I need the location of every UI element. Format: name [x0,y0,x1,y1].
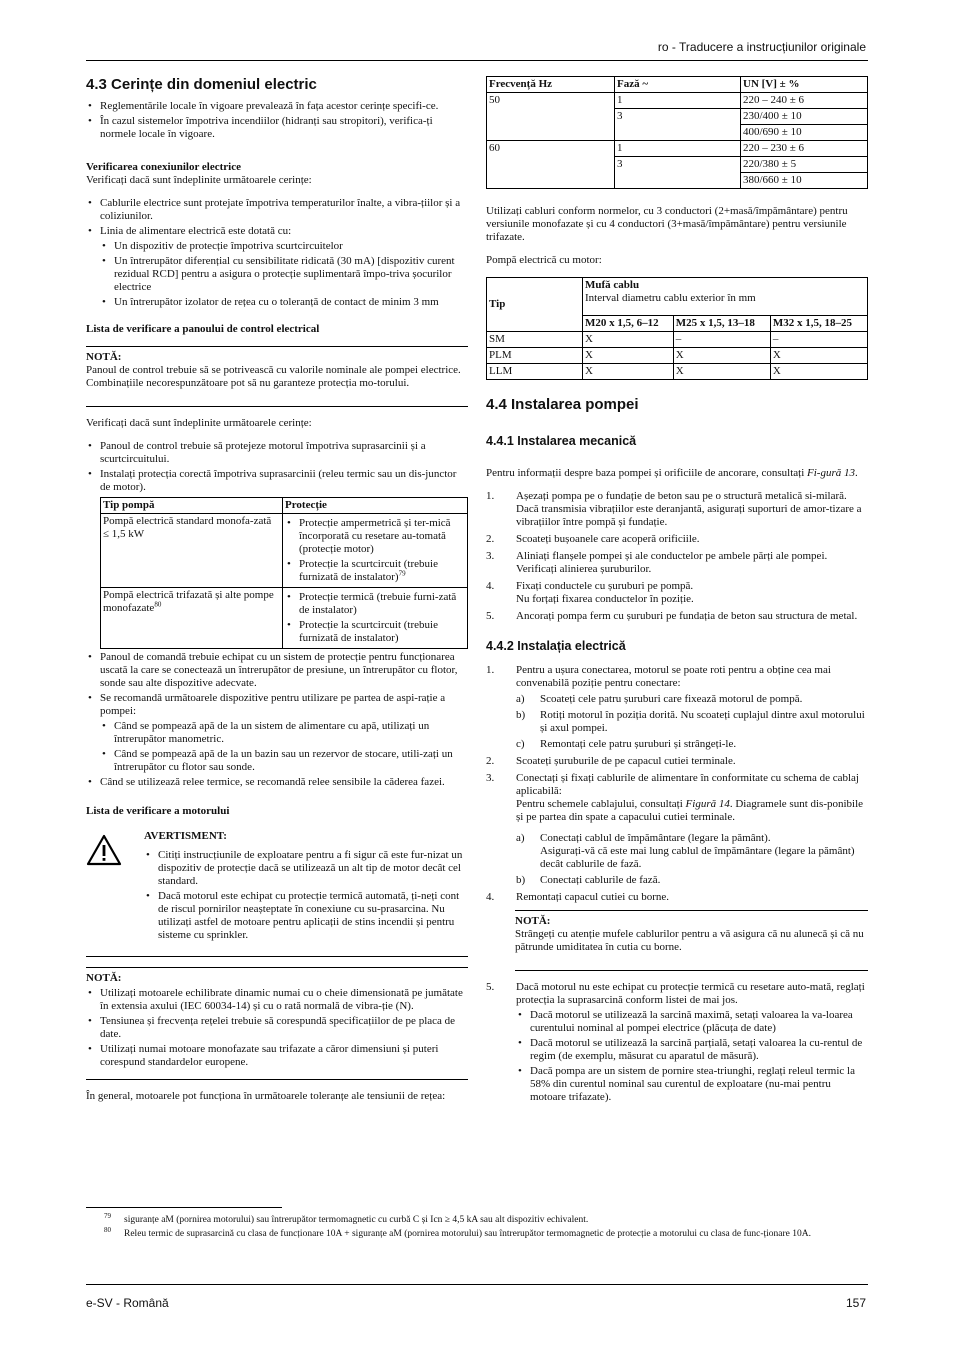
warning-list [144,849,468,942]
list-item [86,225,468,309]
table-cell: 220/380 ± 5 [741,157,868,173]
list-item-text: Instalați protecția corectă împotriva suprasarcinii (releu termic sau un dis-junctor de motor). [100,468,457,493]
sub-list [100,240,468,309]
sub-steps [516,693,868,751]
pump-motor-label: Pompă electrică cu motor: [486,254,602,266]
sub-text: Remontați cele patru șuruburi și strângeți-le. [540,738,737,750]
mech-intro-text: Pentru informații despre baza pompei și orificiile de ancorare, consultați [486,467,808,479]
footnote-80 [104,1228,868,1240]
sub-text: Scoateți cele patru șuruburi care fixează motorul de pompă. [540,693,803,705]
table-cell [283,514,468,588]
warning-box [86,828,468,957]
step-text-2: Nu forțați fixarea conductelor în poziție. [516,593,694,605]
list-item: • Citiți instrucțiunile de exploatare pentru a fi sigur că este fur-nizat un dispozitiv de protecție dacă se utilizează un alt tip de motor decât cel standard. [144,849,468,888]
step-number: 2. [486,533,495,545]
list-item: • Când se pompează apă de la un sistem de alimentare cu apă, utilizați un întrerupător manometric. [100,720,468,746]
footer-doc: e-SV - Română [86,1296,169,1310]
list-item: • Protecție ampermetrică și ter-mică încorporată cu resetare au-tomată (protecție motor) [285,517,465,556]
list-item [486,610,868,623]
list-item: • Când se pompează apă de la un bazin sau un rezervor de stocare, utili-zați un întrerupător cu flotor sau sonde. [100,748,468,774]
table-row [487,348,868,364]
table-header: M32 x 1,5, 18–25 [770,316,867,332]
gland-title: Mufă cablu [585,279,640,291]
table-header: M25 x 1,5, 13–18 [673,316,770,332]
gland-subtitle: Interval diametru cablu exterior în mm [585,292,756,304]
list-item [86,692,468,774]
note-panel [86,346,468,407]
note-list [86,987,468,1069]
list-item: 4. Remontați capacul cutiei cu borne. [486,891,868,904]
table-cell: – [770,332,867,348]
table-row [487,364,868,380]
step-text: Ancorați pompa ferm cu șuruburi pe fundația de beton sau structura de metal. [516,610,858,622]
intro-list [86,100,468,141]
table-cell: 60 [487,141,615,189]
table-cell: X [583,348,674,364]
list-item: • Utilizați motoarele echilibrate dinamic numai cu o cheie dimensionată pe jumătate în extensia axului (IEC 60034-14) și cu o rată normală de vibra-ție (N). [86,987,468,1013]
note-text: Strângeți cu atenție mufele cablurilor pentru a vă asigura că nu alunecă și că nu pătrunde umiditatea în cutia cu borne. [515,928,864,953]
list-item: • Dacă motorul se utilizează la sarcină parțială, setați valoarea la cu-rentul de regim (de exemplu, măsurat cu aparatul de măsură). [516,1037,868,1063]
step-number: 4. [486,580,495,592]
footnote-number: 80 [104,1226,111,1234]
list-item: • Reglementările locale în vigoare prevalează în fața acestor cerințe specifi-ce. [86,100,468,113]
list-item: 5. Dacă motorul nu este echipat cu protecție termică cu resetare auto-mată, reglați protecția la suprasarcină conform listei de mai jos. • Dacă motorul se utilizează la sarcină maximă, setați valoarea la va-loarea curentului nominal al pompei electrice (plăcuța de date) • Dacă motorul se utilizează la sarcină parțială, setați valoarea la cu-rentul de regim (de exemplu, măsurat cu aparatul de măsură). • Dacă pompa are un sistem de pornire stea-triunghi, reglați releul termic la 58% din curentul nominal sau curentul de exploatare (nu-mai pentru motoare trifazate). [486,981,868,1104]
step-text: Așezați pompa pe o fundație de beton sau pe o structură metalică si-milară. [516,490,847,502]
step-text: Pentru a ușura conectarea, motorul se poate roti pentru a obține cea mai convenabilă poziție pentru conectare: [516,664,831,689]
elec-steps [486,664,868,904]
table-cell: 400/690 ± 10 [741,125,868,141]
table-row [487,332,868,348]
right-column [486,76,868,1108]
figure-ref[interactable]: Fi-gură 13 [807,467,856,479]
conn-text: Verificați dacă sunt îndeplinite următoarele cerințe: [86,174,312,186]
step-number: 1. [486,490,495,502]
sub-text: Conectați cablurile de fază. [540,874,661,886]
table-header: M20 x 1,5, 6–12 [583,316,674,332]
table-header: Frecvență Hz [487,77,615,93]
list-item [516,693,868,706]
page-number: 157 [845,1296,866,1310]
list-item: • Un întrerupător diferențial cu sensibilitate ridicată (30 mA) [dispozitiv curent rezidual RCD] pentru a asigura o protecție suplimentară împo-triva șocurilor electrice [100,255,468,294]
cell-text: Pompă electrică trifazată și alte pompe monofazate [103,589,274,614]
list-item [285,558,465,584]
table-cell: 220 – 240 ± 6 [741,93,868,109]
list-item: • Dacă motorul se utilizează la sarcină maximă, setați valoarea la va-loarea curentului nominal al pompei electrice (plăcuța de date) [516,1009,868,1035]
figure-ref[interactable]: Figură 14 [685,798,730,810]
table-cell: X [583,332,674,348]
list-item: • Un dispozitiv de protecție împotriva scurtcircuitelor [100,240,468,253]
list-item: • Un întrerupător izolator de rețea cu o toleranță de contact de minim 3 mm [100,296,468,309]
list-item: • Cablurile electrice sunt protejate împotriva temperaturilor înalte, a vibra-țiilor și a coliziunilor. [86,197,468,223]
list-item: a) Conectați cablul de împământare (legare la pământ). Asigurați-vă că este mai lung cablul de împământare (legare la pământ) decât cablurile de fază. [516,832,868,871]
section-4-3-title: 4.3 Cerințe din domeniul electric [86,76,317,93]
warning-icon [86,828,144,956]
table-header: Tip pompă [101,498,283,514]
note-label: NOTĂ: [515,915,551,927]
table-cell: LLM [487,364,583,380]
list-item: • Protecție la scurtcircuit (trebuie furnizată de instalator) [285,619,465,645]
note-motor [86,967,468,1080]
sub-text: Conectați cablul de împământare (legare la pământ). [540,832,771,844]
ref-pre: Pentru schemele cablajului, consultați [516,798,686,810]
table-cell: – [673,332,770,348]
panel-text: Verificați dacă sunt îndeplinite următoarele cerințe: [86,417,312,429]
footnote-text: Releu termic de suprasarcină cu clasa de funcționare 10A + siguranțe aM (pornirea motorului) sau întrerupător termomagnetic de protecție a motorului cu clasa de func-ționare 10A. [124,1229,811,1239]
list-item: • Utilizați numai motoare monofazate sau trifazate a căror dimensiuni și puteri corespund standardelor europene. [86,1043,468,1069]
table-row [487,141,868,157]
table-cell: X [673,348,770,364]
panel-list [86,440,468,789]
section-4-4-1-title: 4.4.1 Instalarea mecanică [486,434,637,448]
step-text: Remontați capacul cutiei cu borne. [516,891,670,903]
table-row [101,588,468,649]
list-item: • Dacă motorul este echipat cu protecție termică automată, ți-neți cont de riscul pornirilor neașteptate în conexiune cu su-prasarcina. Nu utilizați astfel de motoare pentru aplicații de stins incendii și pentru sisteme cu sprinkler. [144,890,468,942]
sub-list [100,720,468,774]
footnote-ref: 80 [154,600,162,609]
step-text: Conectați și fixați cablurile de alimentare în conformitate cu schema de cablaj aplicabilă: [516,772,859,797]
table-cell: 1 [615,93,741,109]
table-cell: PLM [487,348,583,364]
frequency-table [486,76,868,189]
step-number: 5. [486,610,495,622]
list-item: • Dacă pompa are un sistem de pornire stea-triunghi, reglați releul termic la 58% din curentul nominal sau curentul de exploatare (nu-mai pentru motoare trifazate). [516,1065,868,1104]
step-text-2 [516,798,868,824]
list-item: • Când se utilizează relee termice, se recomandă relee sensibile la căderea fazei. [86,776,468,789]
sub-letter: c) [516,738,525,750]
motor-title: Lista de verificare a motorului [86,805,230,817]
list-item [486,550,868,576]
table-header: Fază ~ [615,77,741,93]
list-item [516,738,868,751]
list-item: b) Conectați cablurile de fază. [516,874,661,886]
footnote-rule [86,1207,282,1208]
list-item: 1. Pentru a ușura conectarea, motorul se poate roti pentru a obține cea mai convenabilă poziție pentru conectare: a) Scoateți cele patru șuruburi care fixează motorul de pompă. b) Rotiți motorul în poziția dorită. Nu scoateți cuplajul dintre axul motorului și axul pompei. c) Remontați cele patru șuruburi și strângeți-le. [486,664,868,751]
cable-text: Utilizați cabluri conform normelor, cu 3 conductori (2+masă/împământare) pentru versiunile monofazate și cu 4 conductori (3+masă/împământare) pentru versiunile trifazate. [486,205,848,243]
step-text: Scoateți bușoanele care acoperă orificiile. [516,533,700,545]
step-text: Dacă motorul nu este echipat cu protecție termică cu resetare auto-mată, reglați protecția la suprasarcină conform listei de mai jos. [516,981,865,1006]
conn-list [86,197,468,309]
step-number: 3. [486,550,495,562]
step-text-2: Verificați alinierea șuruburilor. [516,563,652,575]
warning-label: AVERTISMENT: [144,830,227,842]
note-label: NOTĂ: [86,972,122,984]
table-cell: SM [487,332,583,348]
table-cell: 50 [487,93,615,141]
list-item [486,490,868,529]
note-text: Panoul de control trebuie să se potrivească cu valorile nominale ale pompei electrice. Combinațiile necorespunzătoare pot să nu garanteze protecția mo-torului. [86,364,461,389]
table-cell: 3 [615,157,741,189]
list-item: 3. Conectați și fixați cablurile de alimentare în conformitate cu schema de cablaj aplicabilă: Pentru schemele cablajului, consultați Figură 14. Diagramele sunt dis-ponibile și pe partea din spate a capacului cutiei terminale. a) Conectați cablul de împământare (legare la pământ). Asigurați-vă că este mai lung cablul de împământare (legare la pământ) decât cablurile de fază. b) Conectați cablurile de fază. [486,772,868,887]
table-cell: Pompă electrică standard monofa-zată ≤ 1,5 kW [101,514,283,588]
footnote-text: siguranțe aM (pornirea motorului) sau întrerupător termomagnetic cu curbă C și Icn ≥ 4,5 kA sau alt dispozitiv echivalent. [124,1215,589,1225]
list-item: • Tensiunea și frecvența rețelei trebuie să corespundă specificațiilor de pe placa de date. [86,1015,468,1041]
panel-title: Lista de verificare a panoului de control electrical [86,323,320,335]
left-column [86,76,468,1107]
list-item: • Panoul de comandă trebuie echipat cu un sistem de protecție pentru funcționarea uscată la care se conectează un întrerupător de presiune, un întrerupător cu flotor, sonde sau alte dispozitive adecvate. [86,651,468,690]
footer-rule [86,1284,868,1285]
list-item-text: Se recomandă următoarele dispozitive pentru utilizare pe partea de aspi-rație a pompei: [100,692,446,717]
list-item: • Protecție termică (trebuie furni-zată de instalator) [285,591,465,617]
footnote-number: 79 [104,1212,111,1220]
sub-letter: a) [516,693,525,705]
table-row [487,93,868,109]
list-item [486,533,868,546]
mech-intro [486,467,868,480]
header-title: ro - Traducere a instrucțiunilor originale [657,40,866,54]
table-cell: 3 [615,109,741,141]
footnote-ref: 79 [398,569,406,578]
table-cell: 380/660 ± 10 [741,173,868,189]
step-text: Fixați conductele cu șuruburi pe pompă. [516,580,694,592]
table-cell: 220 – 230 ± 6 [741,141,868,157]
table-header: UN [V] ± % [741,77,868,93]
mech-intro-end: . [855,467,858,479]
table-cell: X [583,364,674,380]
sub-list [516,1009,868,1104]
table-cell: X [673,364,770,380]
table-header [583,278,868,316]
section-4-4-title: 4.4 Instalarea pompei [486,396,639,413]
list-item-text: Linia de alimentare electrică este dotată cu: [100,225,292,237]
step-text-2: Dacă transmisia vibrațiilor este deranjantă, asigurați suporturi de amor-tizare a vibrațiilor între pompă și fundație. [516,503,862,528]
list-item [516,709,868,735]
section-4-4-2-title: 4.4.2 Instalația electrică [486,639,626,653]
list-item [486,580,868,606]
table-cell [283,588,468,649]
ref-post: . Diagramele sunt dis-ponibile și pe partea din spate a capacului cutiei terminale. [516,798,864,823]
list-item: 2. Scoateți șuruburile de pe capacul cutiei terminale. [486,755,868,768]
sub-text-2: Asigurați-vă că este mai lung cablul de împământare (legare la pământ) decât cablurile de fază. [540,845,855,870]
sub-letter: b) [516,709,526,721]
note-label: NOTĂ: [86,351,122,363]
table-header: Protecție [283,498,468,514]
table-cell: 230/400 ± 10 [741,109,868,125]
tolerance-text: În general, motoarele pot funcționa în următoarele toleranțe ale tensiunii de rețea: [86,1090,446,1102]
note-cable [515,910,868,971]
table-cell: X [770,348,867,364]
list-item-text: Protecție la scurtcircuit (trebuie furnizată de instalator) [299,558,438,583]
sub-steps [516,832,868,887]
list-item: • Panoul de control trebuie să protejeze motorul împotriva suprasarcinii și a scurtcircuitului. [86,440,468,466]
mech-steps [486,490,868,623]
table-cell: 1 [615,141,741,157]
table-cell [101,588,283,649]
sub-text: Rotiți motorul în poziția dorită. Nu scoateți cuplajul dintre axul motorului și axul pompei. [540,709,865,734]
table-cell: X [770,364,867,380]
list-item [86,468,468,649]
footnote-79 [104,1214,868,1226]
step-text: Aliniați flanșele pompei și ale conductelor pe ambele părți ale pompei. [516,550,828,562]
step-text: Scoateți șuruburile de pe capacul cutiei terminale. [516,755,736,767]
table-header: Tip [487,278,583,332]
protection-table [100,497,468,649]
header-rule [86,60,868,61]
cable-gland-table [486,277,868,380]
conn-title: Verificarea conexiunilor electrice [86,161,241,173]
table-row [101,514,468,588]
list-item: • În cazul sistemelor împotriva incendiilor (hidranți sau stropitori), verifica-ți normele locale în vigoare. [86,115,468,141]
elec-steps-cont [486,981,868,1104]
